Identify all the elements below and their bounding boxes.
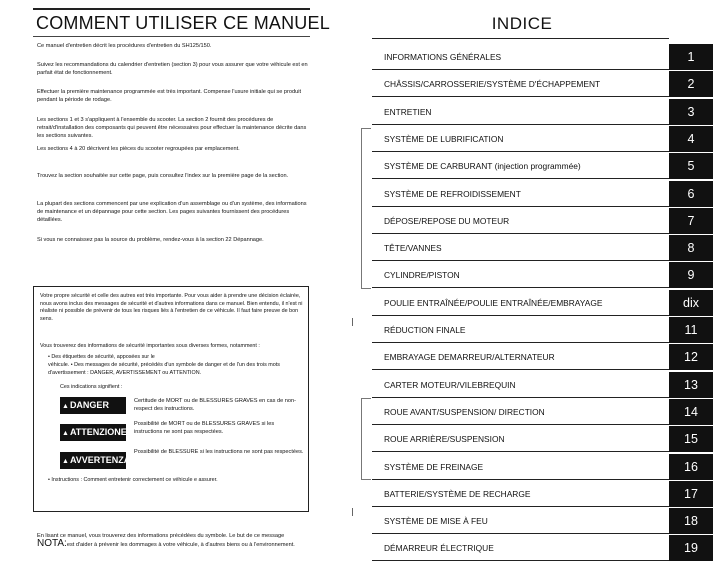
index-row-label: BATTERIE/SYSTÈME DE RECHARGE xyxy=(372,481,669,507)
index-row[interactable] xyxy=(372,153,713,180)
index-row-number: 19 xyxy=(669,535,713,561)
group-bracket xyxy=(361,128,371,289)
bullet-messages: véhicule. • Des messages de sécurité, précédés d'un symbole de danger et de l'un des trois mots d'avertissement : DANGER, AVERTISSEMENT ou ATTENTION. xyxy=(48,362,280,376)
index-row[interactable] xyxy=(372,44,713,71)
index-row-label: EMBRAYAGE DEMARREUR/ALTERNATEUR xyxy=(372,344,669,370)
intro-paragraph: Ce manuel d'entretien décrit les procédures d'entretien du SH125/150. xyxy=(37,43,212,49)
index-row-label: CYLINDRE/PISTON xyxy=(372,262,669,288)
attenzione-label: ATTENZIONE xyxy=(69,427,127,437)
index-row-number: 18 xyxy=(669,508,713,534)
attenzione-desc: Possibilité de MORT ou de BLESSURES GRAVES si les instructions ne sont pas respectées. xyxy=(134,421,275,435)
index-row-number: 1 xyxy=(669,44,713,70)
page-title: COMMENT UTILISER CE MANUEL xyxy=(36,13,330,33)
group-bracket xyxy=(361,398,371,480)
sections-structure-paragraph: La plupart des sections commencent par une explication d'un assemblage ou d'un système, des informations de maintenance et un dépannage pour cette section. Les pages suivantes fournissent des procédures détaillées. xyxy=(37,201,307,223)
index-row[interactable] xyxy=(372,290,713,317)
page-title-bar xyxy=(33,8,330,37)
danger-badge xyxy=(60,397,126,414)
margin-tick xyxy=(352,318,353,326)
attenzione-badge xyxy=(60,424,126,441)
index-row-number: 15 xyxy=(669,426,713,452)
index-row-label: DÉMARREUR ÉLECTRIQUE xyxy=(372,535,669,561)
index-title: INDICE xyxy=(491,14,553,33)
index-row-label: SYSTÈME DE LUBRIFICATION xyxy=(372,126,669,152)
index-row[interactable] xyxy=(372,126,713,153)
index-row-label: SYSTÈME DE FREINAGE xyxy=(372,454,669,480)
left-page xyxy=(0,0,330,562)
safety-box xyxy=(33,286,309,512)
index-row-label: SYSTÈME DE MISE À FEU xyxy=(372,508,669,534)
signify-label: Ces indications signifient : xyxy=(60,384,123,390)
index-row-label: ROUE ARRIÈRE/SUSPENSION xyxy=(372,426,669,452)
index-row[interactable] xyxy=(372,426,713,453)
index-row[interactable] xyxy=(372,99,713,126)
index-row[interactable] xyxy=(372,235,713,262)
index-row-number: 6 xyxy=(669,181,713,207)
index-row-number: 4 xyxy=(669,126,713,152)
index-row[interactable] xyxy=(372,344,713,371)
sections-4-20-paragraph: Les sections 4 à 20 décrivent les pièces du scooter regroupées par emplacement. xyxy=(37,146,240,152)
index-row[interactable] xyxy=(372,71,713,98)
index-row[interactable] xyxy=(372,181,713,208)
avvertenza-badge xyxy=(60,452,131,469)
troubleshooting-paragraph: Si vous ne connaissez pas la source du problème, rendez-vous à la section 22 Dépannage. xyxy=(37,237,264,243)
index-row-number: 2 xyxy=(669,71,713,97)
index-row-number: 11 xyxy=(669,317,713,343)
index-row-label: RÉDUCTION FINALE xyxy=(372,317,669,343)
find-section-paragraph: Trouvez la section souhaitée sur cette page, puis consultez l'index sur la première page de la section. xyxy=(37,173,289,179)
avvertenza-label: AVVERTENZA xyxy=(69,455,131,465)
index-row[interactable] xyxy=(372,481,713,508)
sections-paragraph: Les sections 1 et 3 s'appliquent à l'ensemble du scooter. La section 2 fournit des procédures de retrait/d'installation des composants qui peuvent être nécessaires pour effectuer la maintenance décrite dans les sections suivantes. xyxy=(37,117,307,139)
index-row-number: 7 xyxy=(669,208,713,234)
index-row-label: TÊTE/VANNES xyxy=(372,235,669,261)
index-divider xyxy=(372,38,669,39)
index-row-label: SYSTÈME DE CARBURANT (injection programmée) xyxy=(372,153,669,179)
footer-line-2 xyxy=(37,540,295,549)
index-row-label: ENTRETIEN xyxy=(372,99,669,125)
first-maintenance-paragraph: Effectuer la première maintenance programmée est très important. Compense l'usure initiale qui se produit pendant la période de rodage. xyxy=(37,89,302,103)
index-row-label: DÉPOSE/REPOSE DU MOTEUR xyxy=(372,208,669,234)
index-row-number: 13 xyxy=(669,372,713,398)
index-row-number: 16 xyxy=(669,454,713,480)
safety-forms: Vous trouverez des informations de sécurité importantes sous diverses formes, notamment : xyxy=(40,343,260,349)
index-row[interactable] xyxy=(372,508,713,535)
footer-line-2-text: est d'aider à prévenir les dommages à votre véhicule, à d'autres biens ou à l'environnement. xyxy=(66,542,295,548)
index-row-label: CARTER MOTEUR/VILEBREQUIN xyxy=(372,372,669,398)
index-row[interactable] xyxy=(372,399,713,426)
avvertenza-desc: Possibilité de BLESSURE si les instructions ne sont pas respectées. xyxy=(134,449,304,455)
warning-triangle-icon: ▲ xyxy=(62,458,69,465)
footer-line-1: En lisant ce manuel, vous trouverez des informations précédées du symbole. Le but de ce message xyxy=(37,533,285,539)
schedule-paragraph: Suivez les recommandations du calendrier d'entretien (section 3) pour vous assurer que votre véhicule est en parfait état de fonctionnement. xyxy=(37,62,308,76)
danger-label: DANGER xyxy=(69,400,109,410)
index-row-label: INFORMATIONS GÉNÉRALES xyxy=(372,44,669,70)
index-row-number: 12 xyxy=(669,344,713,370)
index-row-number: 17 xyxy=(669,481,713,507)
index-row-label: CHÂSSIS/CARROSSERIE/SYSTÈME D'ÉCHAPPEMENT xyxy=(372,71,669,97)
index-row-number: 9 xyxy=(669,262,713,288)
warning-triangle-icon: ▲ xyxy=(62,403,69,410)
safety-intro: Votre propre sécurité et celle des autres est très importante. Pour vous aider à prendre une décision éclairée, nous avons inclus des messages de sécurité et d'autres informations dans ce manuel. Bien entendu, il n'est ni réaliste ni possible de prévenir de tous les risques liés à l'entretien de ce véhicule. Il faut faire preuve de bon sens. xyxy=(40,293,303,322)
index-row-number: dix xyxy=(669,290,713,316)
index-row[interactable] xyxy=(372,454,713,481)
warning-triangle-icon: ▲ xyxy=(62,430,69,437)
index-row-number: 14 xyxy=(669,399,713,425)
index-row[interactable] xyxy=(372,372,713,399)
danger-desc: Certitude de MORT ou de BLESSURES GRAVES en cas de non-respect des instructions. xyxy=(134,398,296,412)
index-row[interactable] xyxy=(372,535,713,562)
index-row-number: 8 xyxy=(669,235,713,261)
index-row-number: 3 xyxy=(669,99,713,125)
index-row-number: 5 xyxy=(669,153,713,179)
index-row[interactable] xyxy=(372,317,713,344)
instructions-bullet: • Instructions : Comment entretenir correctement ce véhicule e assurer. xyxy=(48,477,218,483)
index-row-label: POULIE ENTRAÎNÉE/POULIE ENTRAÎNÉE/EMBRAYAGE xyxy=(372,290,669,316)
bullet-labels: • Des étiquettes de sécurité, apposées sur le xyxy=(48,354,155,360)
margin-tick xyxy=(352,508,353,516)
index-row-label: SYSTÈME DE REFROIDISSEMENT xyxy=(372,181,669,207)
index-row[interactable] xyxy=(372,208,713,235)
index-row-label: ROUE AVANT/SUSPENSION/ DIRECTION xyxy=(372,399,669,425)
index-row[interactable] xyxy=(372,262,713,289)
nota-label: NOTA: xyxy=(37,538,67,549)
